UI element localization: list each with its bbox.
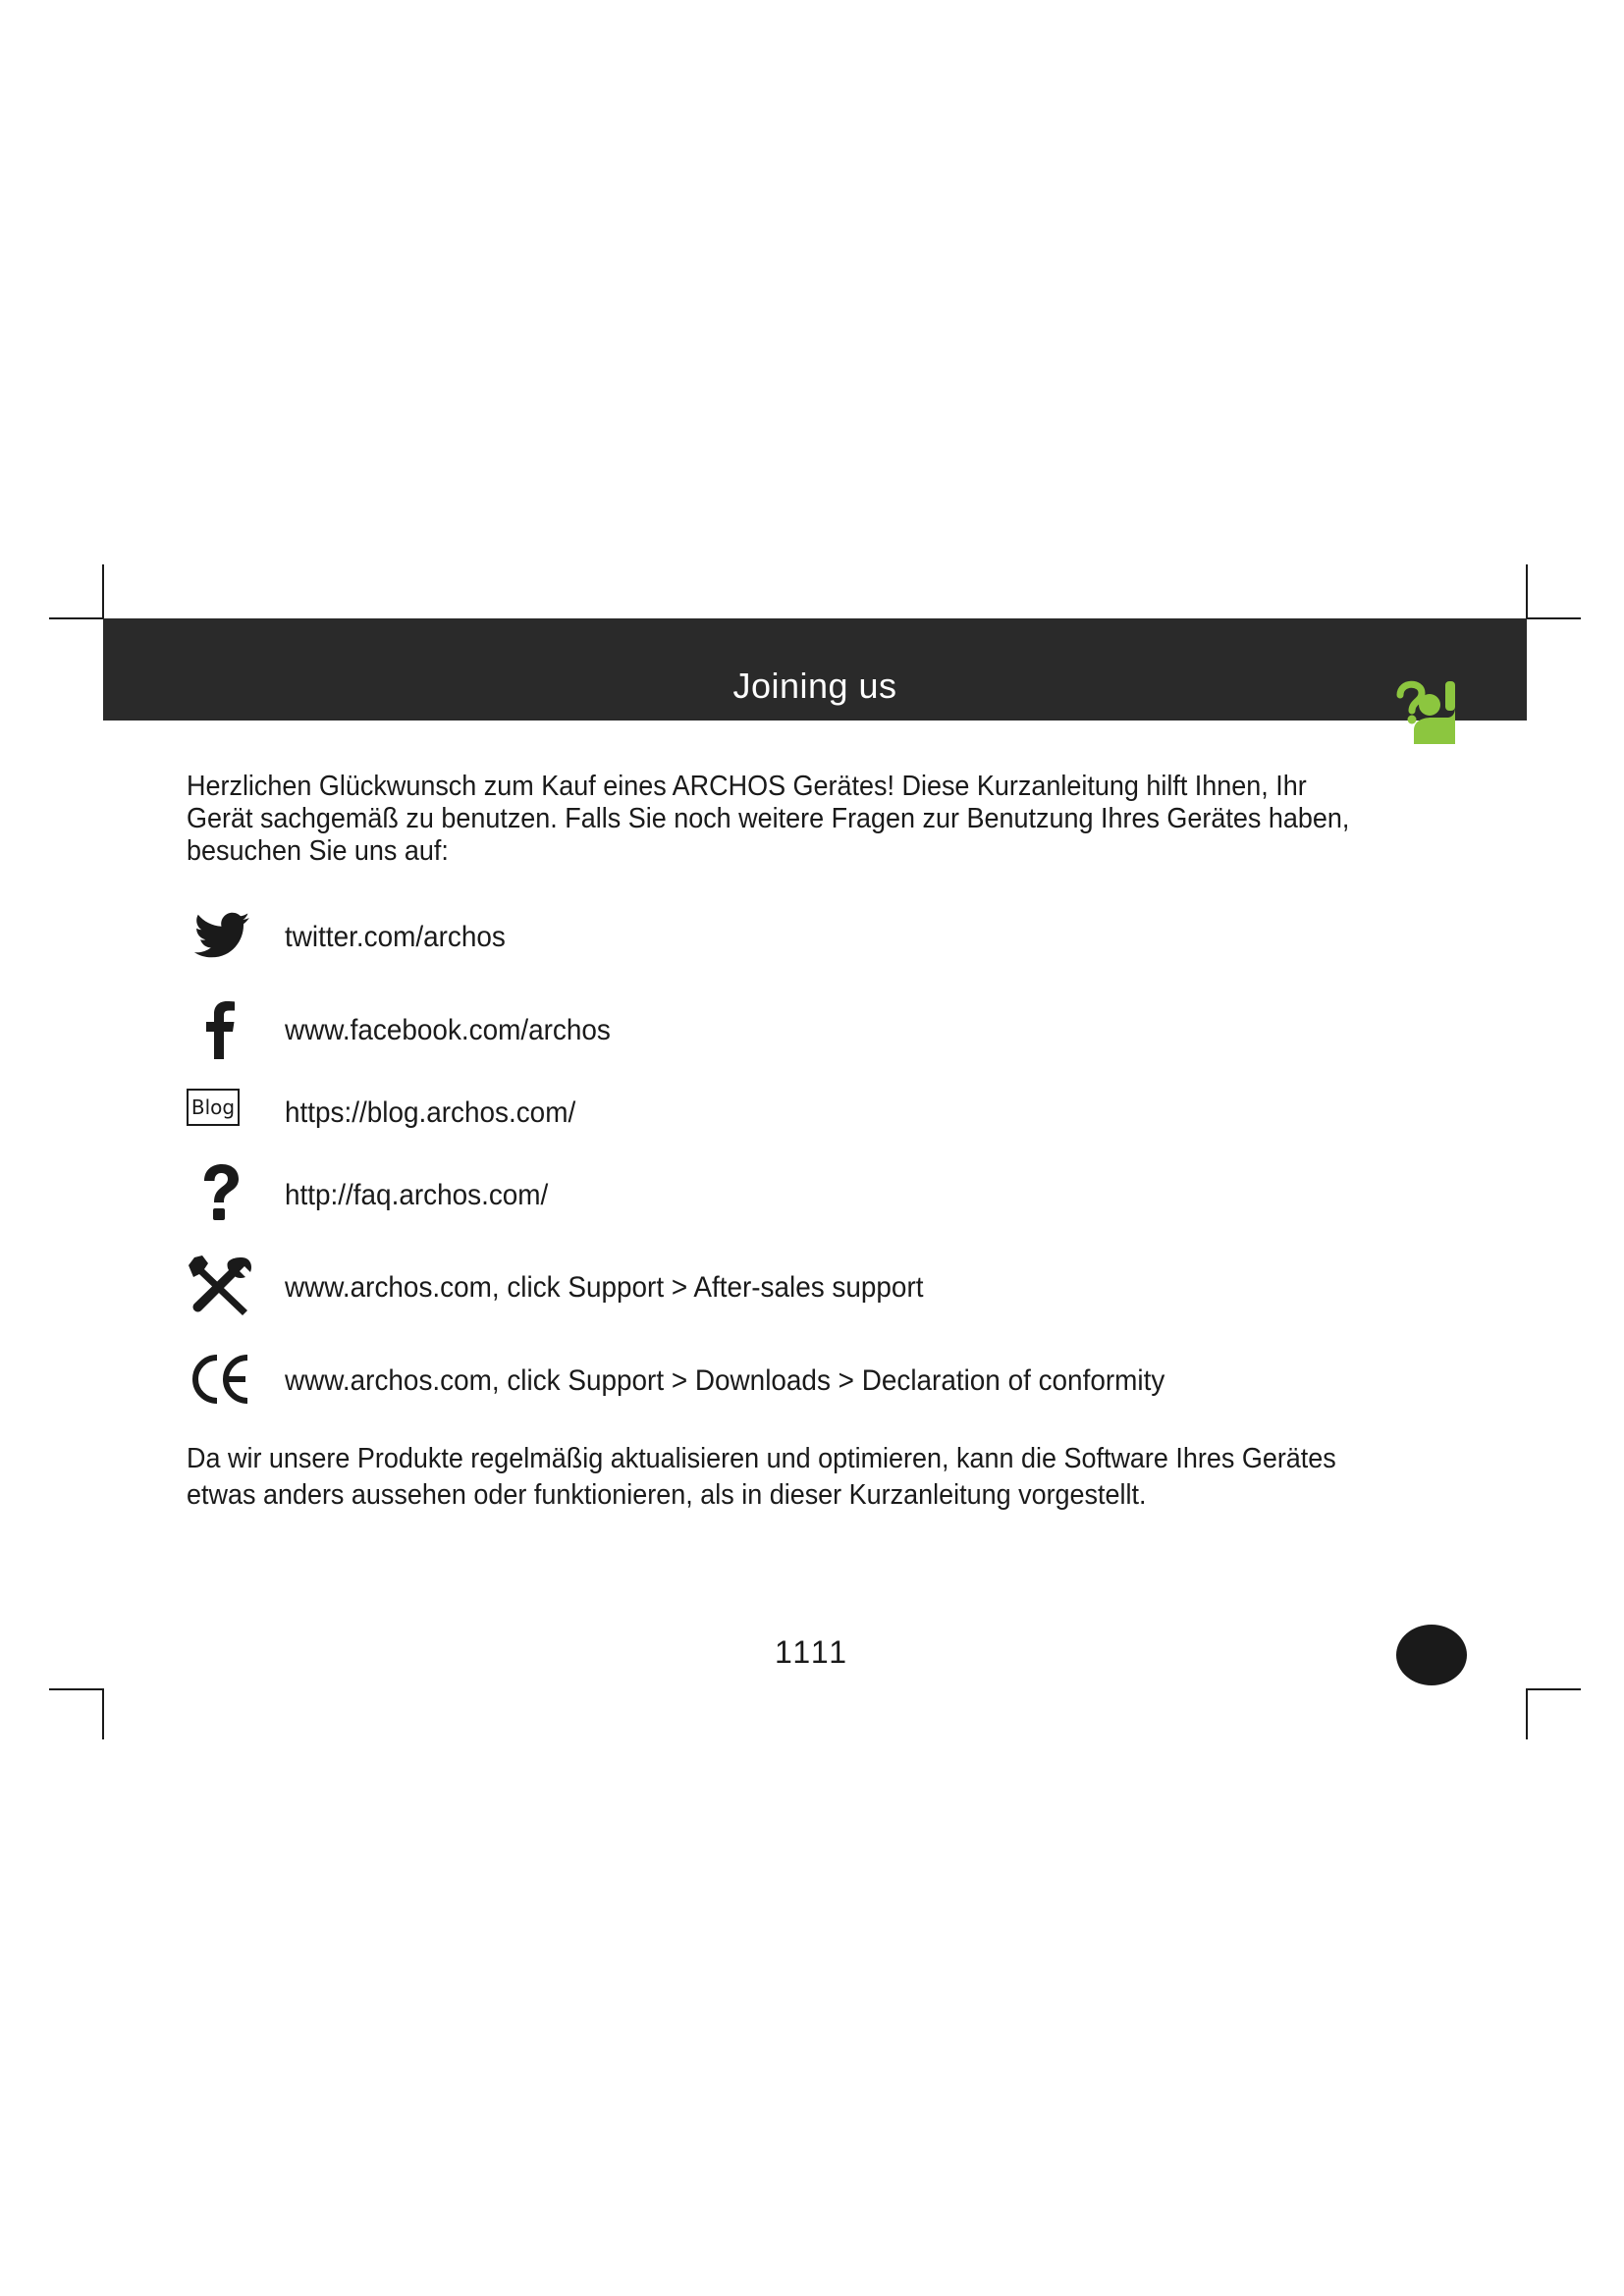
crop-mark-bottom-right-horizontal: [1526, 1688, 1581, 1690]
twitter-link[interactable]: twitter.com/archos: [285, 921, 506, 953]
crop-mark-bottom-left-vertical: [102, 1688, 104, 1739]
section-header: [103, 618, 1527, 721]
crop-mark-bottom-left-horizontal: [49, 1688, 104, 1690]
blog-link[interactable]: https://blog.archos.com/: [285, 1096, 576, 1129]
contact-row-blog: [187, 1077, 1463, 1146]
contact-row-support: [187, 1252, 1463, 1320]
facebook-icon: [187, 994, 255, 1063]
conformity-link[interactable]: www.archos.com, click Support > Downloads > Declaration of conformity: [285, 1364, 1165, 1397]
twitter-icon: [187, 901, 255, 970]
question-mark-icon: [187, 1159, 255, 1228]
facebook-link[interactable]: www.facebook.com/archos: [285, 1014, 611, 1046]
page-dot-marker: [1396, 1625, 1467, 1685]
contact-row-twitter: [187, 901, 1463, 970]
faq-link[interactable]: http://faq.archos.com/: [285, 1179, 549, 1211]
contact-row-facebook: [187, 994, 1463, 1063]
blog-icon-label: Blog: [187, 1089, 240, 1126]
help-support-icon: [1392, 675, 1463, 746]
crop-mark-bottom-right-vertical: [1526, 1688, 1528, 1739]
crop-mark-top-right-horizontal: [1526, 617, 1581, 619]
crop-mark-top-left-horizontal: [49, 617, 104, 619]
crop-mark-top-left-vertical: [102, 564, 104, 619]
page-number: 1111: [774, 1634, 850, 1670]
contact-row-faq: [187, 1159, 1463, 1228]
contact-row-conformity: [187, 1345, 1463, 1414]
tools-icon: [187, 1252, 255, 1320]
intro-paragraph: Herzlichen Glückwunsch zum Kauf eines ARCHOS Gerätes! Diese Kurzanleitung hilft Ihnen, Ihr Gerät sachgemäß zu benutzen. Falls Sie noch weitere Fragen zur Benutzung Ihres Gerätes haben, besuchen Sie uns auf:: [187, 771, 1350, 867]
blog-icon: [187, 1077, 255, 1146]
ce-mark-icon: [187, 1345, 255, 1414]
crop-mark-top-right-vertical: [1526, 564, 1528, 619]
outro-paragraph: Da wir unsere Produkte regelmäßig aktualisieren und optimieren, kann die Software Ihres Gerätes etwas anders aussehen oder funktionieren, als in dieser Kurzanleitung vorgestellt.: [187, 1443, 1336, 1511]
support-link[interactable]: www.archos.com, click Support > After-sales support: [285, 1271, 924, 1304]
section-title: Joining us: [732, 666, 897, 706]
